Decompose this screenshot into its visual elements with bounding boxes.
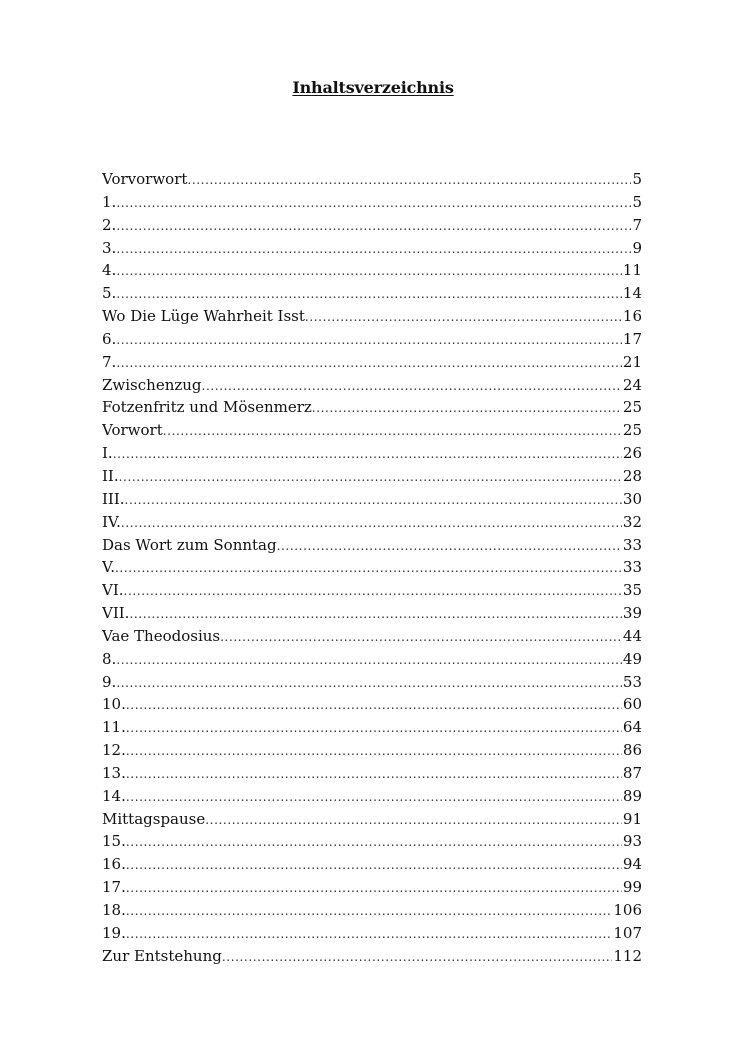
toc-entry-label: 1. [102, 192, 117, 211]
table-of-contents [102, 168, 642, 968]
toc-dot-leader [126, 900, 613, 922]
toc-entry[interactable] [102, 648, 642, 671]
toc-entry-page-number: 28 [622, 466, 642, 485]
toc-dot-leader [125, 489, 622, 511]
toc-entry[interactable] [102, 259, 642, 282]
toc-dot-leader [126, 877, 622, 899]
toc-entry[interactable] [102, 922, 642, 945]
toc-entry-page-number: 7 [632, 215, 642, 234]
toc-entry-label: 17. [102, 878, 126, 897]
toc-entry-page-number: 32 [622, 512, 642, 531]
toc-entry[interactable] [102, 396, 642, 419]
toc-entry[interactable] [102, 785, 642, 808]
toc-entry-label: 7. [102, 352, 117, 371]
toc-entry-page-number: 86 [622, 741, 642, 760]
toc-dot-leader [119, 466, 622, 488]
toc-entry[interactable] [102, 716, 642, 739]
toc-dot-leader [163, 420, 622, 442]
toc-entry[interactable] [102, 419, 642, 442]
toc-entry[interactable] [102, 579, 642, 602]
toc-entry-label: 19. [102, 923, 126, 942]
toc-entry[interactable] [102, 351, 642, 374]
toc-entry-label: 15. [102, 832, 126, 851]
toc-dot-leader [116, 352, 622, 374]
toc-entry-label: 18. [102, 901, 126, 919]
toc-entry-label: VI. [102, 581, 124, 600]
toc-entry[interactable] [102, 374, 642, 397]
toc-entry-page-number: 5 [632, 170, 642, 188]
toc-dot-leader [116, 329, 622, 351]
toc-entry[interactable] [102, 328, 642, 351]
toc-entry[interactable] [102, 556, 642, 579]
toc-entry-page-number: 24 [622, 375, 642, 394]
toc-entry-label: Zur Entstehung [102, 946, 222, 965]
toc-entry-page-number: 14 [622, 284, 642, 303]
toc-entry[interactable] [102, 945, 642, 968]
toc-entry-label: Fotzenfritz und Mösenmerz [102, 398, 312, 417]
toc-entry-label: Mittagspause [102, 809, 206, 828]
toc-entry[interactable] [102, 214, 642, 237]
toc-dot-leader [126, 854, 622, 876]
toc-entry-label: 2. [102, 215, 117, 234]
toc-dot-leader [116, 260, 622, 282]
toc-dot-leader [202, 375, 622, 397]
toc-entry-page-number: 35 [622, 581, 642, 600]
toc-dot-leader [116, 192, 631, 214]
toc-entry[interactable] [102, 853, 642, 876]
toc-dot-leader [116, 238, 631, 260]
toc-dot-leader [205, 809, 622, 831]
toc-entry-page-number: 25 [622, 398, 642, 417]
toc-entry-page-number: 94 [622, 855, 642, 874]
toc-entry-label: 16. [102, 855, 126, 874]
toc-entry-page-number: 89 [622, 786, 642, 805]
toc-entry-page-number: 9 [632, 238, 642, 257]
toc-dot-leader [115, 557, 622, 579]
toc-entry[interactable] [102, 876, 642, 899]
toc-dot-leader [124, 580, 622, 602]
toc-entry[interactable] [102, 671, 642, 694]
toc-entry-label: 14. [102, 786, 126, 805]
toc-entry-page-number: 11 [622, 261, 642, 280]
toc-dot-leader [187, 169, 631, 191]
toc-entry-label: 11. [102, 718, 126, 737]
toc-dot-leader [129, 603, 621, 625]
toc-dot-leader [126, 717, 622, 739]
toc-entry[interactable] [102, 488, 642, 511]
toc-entry-page-number: 21 [622, 352, 642, 371]
toc-dot-leader [113, 443, 622, 465]
toc-entry[interactable] [102, 762, 642, 785]
toc-entry[interactable] [102, 465, 642, 488]
toc-entry-label: Wo Die Lüge Wahrheit Isst [102, 307, 305, 326]
toc-entry[interactable] [102, 534, 642, 557]
toc-entry[interactable] [102, 282, 642, 305]
toc-entry-page-number: 91 [622, 809, 642, 828]
toc-entry[interactable] [102, 237, 642, 260]
toc-entry-label: I. [102, 444, 113, 463]
toc-dot-leader [222, 946, 613, 968]
toc-dot-leader [126, 740, 622, 762]
toc-dot-leader [116, 283, 622, 305]
toc-dot-leader [126, 923, 613, 945]
toc-entry-label: 6. [102, 329, 117, 348]
toc-entry-page-number: 33 [622, 558, 642, 577]
toc-entry-page-number: 106 [613, 901, 642, 919]
toc-entry[interactable] [102, 625, 642, 648]
toc-entry-label: V. [102, 558, 115, 577]
toc-entry-label: 5. [102, 284, 117, 303]
toc-entry-label: III. [102, 489, 125, 508]
toc-dot-leader [116, 649, 622, 671]
toc-entry-label: 9. [102, 672, 117, 691]
toc-dot-leader [220, 626, 622, 648]
toc-entry-page-number: 112 [613, 946, 642, 965]
toc-entry-label: 12. [102, 741, 126, 760]
toc-entry-label: Vorwort [102, 421, 163, 440]
toc-entry[interactable] [102, 693, 642, 716]
toc-entry[interactable] [102, 739, 642, 762]
toc-entry-label: 13. [102, 763, 126, 782]
toc-entry-label: Vae Theodosius [102, 626, 221, 645]
toc-entry-page-number: 33 [622, 535, 642, 554]
toc-dot-leader [126, 786, 622, 808]
toc-dot-leader [126, 694, 622, 716]
toc-entry-page-number: 53 [622, 672, 642, 691]
toc-entry-page-number: 26 [622, 444, 642, 463]
toc-dot-leader [116, 672, 622, 694]
toc-entry-label: 10. [102, 695, 126, 714]
toc-entry-page-number: 64 [622, 718, 642, 737]
toc-entry-label: VII. [102, 604, 130, 623]
toc-entry-label: IV. [102, 512, 121, 531]
toc-entry-page-number: 93 [622, 832, 642, 851]
toc-entry[interactable] [102, 808, 642, 831]
toc-entry[interactable] [102, 602, 642, 625]
toc-entry[interactable] [102, 191, 642, 214]
toc-entry-page-number: 107 [613, 923, 642, 942]
toc-entry-label: II. [102, 466, 119, 485]
toc-entry[interactable] [102, 168, 642, 191]
toc-entry-page-number: 44 [622, 626, 642, 645]
toc-dot-leader [277, 535, 622, 557]
toc-entry[interactable] [102, 305, 642, 328]
toc-entry-page-number: 39 [622, 604, 642, 623]
toc-entry-page-number: 17 [622, 329, 642, 348]
toc-entry-page-number: 16 [622, 307, 642, 326]
toc-entry-label: 4. [102, 261, 117, 280]
toc-entry[interactable] [102, 899, 642, 922]
toc-entry-label: Das Wort zum Sonntag [102, 535, 277, 554]
toc-entry-page-number: 60 [622, 695, 642, 714]
toc-entry-label: Zwischenzug [102, 375, 202, 394]
toc-entry[interactable] [102, 442, 642, 465]
toc-entry-page-number: 5 [632, 192, 642, 211]
toc-entry-label: 3. [102, 238, 117, 257]
toc-entry[interactable] [102, 511, 642, 534]
toc-dot-leader [126, 831, 622, 853]
toc-entry[interactable] [102, 830, 642, 853]
toc-dot-leader [116, 215, 631, 237]
toc-entry-label: Vorvorwort [102, 170, 188, 188]
toc-dot-leader [121, 512, 622, 534]
toc-entry-page-number: 87 [622, 763, 642, 782]
toc-entry-label: 8. [102, 649, 117, 668]
toc-title: Inhaltsverzeichnis [292, 78, 454, 97]
toc-entry-page-number: 99 [622, 878, 642, 897]
toc-entry-page-number: 30 [622, 489, 642, 508]
toc-entry-page-number: 49 [622, 649, 642, 668]
toc-dot-leader [305, 306, 622, 328]
toc-dot-leader [126, 763, 622, 785]
toc-entry-page-number: 25 [622, 421, 642, 440]
toc-dot-leader [312, 397, 622, 419]
